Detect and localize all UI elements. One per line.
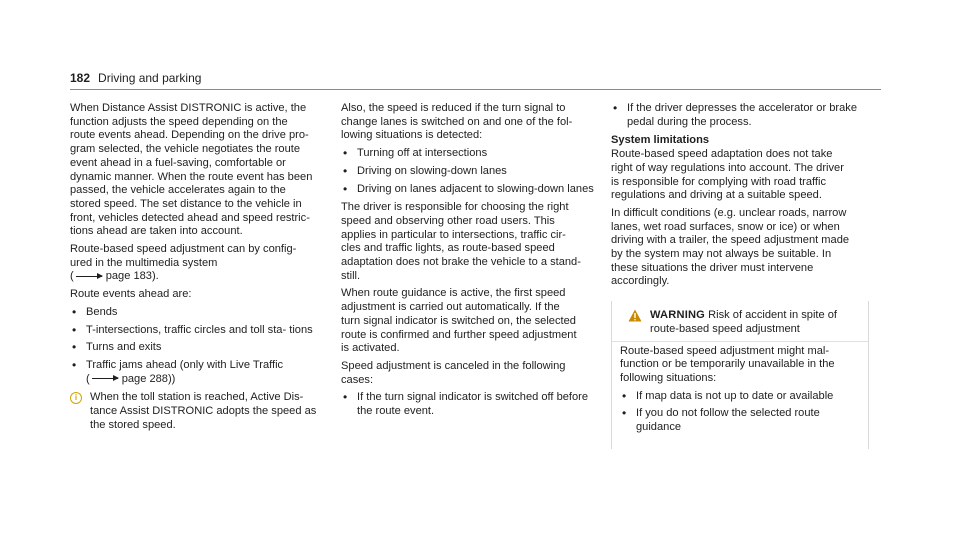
- list-item: • T-intersections, traffic circles and toll sta- tions: [70, 324, 328, 338]
- text-line: In difficult conditions (e.g. unclear roads, narrow: [611, 206, 847, 219]
- bullet-list: [341, 391, 601, 418]
- text-line: Speed adjustment is canceled in the following: [341, 359, 566, 372]
- warning-box: [611, 301, 869, 449]
- paragraph: [341, 201, 601, 283]
- text-line: event ahead in a fuel-saving, comfortable or: [70, 156, 286, 169]
- page-number: 182: [70, 71, 91, 85]
- section-heading: System limitations: [611, 134, 710, 147]
- text-line: speed and observing other road users. This: [341, 214, 555, 227]
- text-line: turn signal indicator is switched on, the selected: [341, 314, 576, 327]
- text-line: Route-based speed adaptation does not take: [611, 148, 833, 161]
- paragraph: [611, 148, 869, 203]
- text-line: Route-based speed adjustment can by config-: [70, 243, 297, 256]
- reference-text: page 183).: [105, 270, 159, 283]
- text-line: function adjusts the speed depending on the: [70, 115, 288, 128]
- list-item: • Turns and exits: [70, 341, 328, 355]
- text-line: • Traffic jams ahead (only with Live Traffic: [86, 358, 284, 371]
- text-line: tions ahead are taken into account.: [70, 225, 243, 238]
- text-line: Also, the speed is reduced if the turn signal to: [341, 102, 566, 114]
- warning-title-line: route-based speed adjustment: [650, 322, 800, 335]
- text-line: When route guidance is active, the first speed: [341, 287, 566, 300]
- list-item: • If the turn signal indicator is switched off before the route event.: [341, 391, 601, 418]
- text-line: is activated.: [341, 342, 400, 355]
- list-item: • If map data is not up to date or available: [620, 390, 860, 404]
- text-line: these situations the driver must intervene: [611, 261, 814, 274]
- text-line: passed, the vehicle accelerates again to the: [70, 184, 286, 197]
- warning-label: WARNING: [650, 309, 706, 322]
- text-line: The driver is responsible for choosing the right: [341, 201, 569, 214]
- column-1: [70, 102, 328, 432]
- bullet-list: [620, 390, 860, 435]
- paragraph: [70, 243, 328, 284]
- section-title: Driving and parking: [98, 71, 202, 85]
- paragraph: Route events ahead are:: [70, 288, 192, 301]
- text-line: following situations:: [620, 371, 717, 384]
- text-line: tance Assist DISTRONIC adopts the speed as: [90, 405, 317, 418]
- text-line: When the toll station is reached, Active Dis-: [90, 391, 304, 404]
- column-3: [611, 102, 869, 449]
- arrow-right-icon: [92, 378, 118, 379]
- text-line: still.: [341, 269, 361, 282]
- bullet-list: [341, 147, 601, 196]
- text-line: front, vehicles detected ahead and speed restric-: [70, 211, 310, 224]
- text-line: change lanes is switched on and one of the fol-: [341, 115, 573, 128]
- text-line: route is confirmed and further speed adjustment: [341, 328, 577, 341]
- info-icon: i: [70, 392, 82, 404]
- reference-text: page 288)): [121, 372, 176, 385]
- text-line: right of way regulations into account. The driver: [611, 161, 844, 174]
- text-line: driving with a trailer, the speed adjustment made: [611, 234, 850, 247]
- warning-header: [620, 309, 860, 336]
- paragraph: [611, 207, 869, 289]
- paragraph: [70, 102, 328, 239]
- arrow-right-icon: [76, 276, 102, 277]
- header-rule: [70, 89, 881, 90]
- info-note: [70, 391, 328, 432]
- text-line: ured in the multimedia system: [70, 256, 218, 269]
- list-item: • Bends: [70, 306, 328, 320]
- list-item: • If you do not follow the selected route guidance: [620, 407, 860, 434]
- page-reference[interactable]: ( page 183).: [70, 270, 159, 283]
- text-line: route events ahead. Depending on the drive pro-: [70, 129, 309, 142]
- text-line: cles and traffic lights, as route-based speed: [341, 242, 555, 255]
- text-line: lowing situations is detected:: [341, 129, 483, 142]
- text-line: gram selected, the vehicle negotiates the route: [70, 143, 301, 156]
- page-reference[interactable]: ( page 288)): [86, 372, 176, 385]
- text-line: function or be temporarily unavailable in the: [620, 358, 835, 371]
- warning-title-line: Risk of accident in spite of: [708, 309, 837, 322]
- bullet-list: [70, 306, 328, 387]
- paragraph: [341, 287, 601, 356]
- text-line: by the system may not always be suitable. In: [611, 248, 832, 261]
- warning-triangle-icon: [628, 309, 642, 322]
- text-line: When Distance Assist DISTRONIC is active, the: [70, 102, 307, 114]
- paragraph: [341, 102, 601, 143]
- text-line: cases:: [341, 373, 374, 386]
- text-line: adjustment is carried out automatically. If the: [341, 301, 560, 314]
- text-line: lanes, wet road surfaces, snow or ice) or when: [611, 220, 840, 233]
- text-line: Route-based speed adjustment might mal-: [620, 344, 830, 357]
- warning-text: [620, 345, 860, 386]
- paragraph: [341, 360, 601, 387]
- text-line: is responsible for complying with road traffic: [611, 175, 826, 188]
- bullet-list: [611, 102, 869, 129]
- page-header: [70, 71, 201, 85]
- list-item: • If the driver depresses the accelerator or brake pedal during the process.: [611, 102, 869, 129]
- text-line: regulations and driving at a suitable speed.: [611, 189, 822, 202]
- list-item: • Driving on lanes adjacent to slowing-down lanes: [341, 183, 601, 197]
- text-line: accordingly.: [611, 275, 670, 288]
- text-line: dynamic manner. When the route event has been: [70, 170, 313, 183]
- text-line: adaptation does not brake the vehicle to a stand-: [341, 256, 581, 269]
- text-line: the stored speed.: [90, 418, 176, 431]
- text-line: applies in particular to intersections, traffic cir-: [341, 228, 566, 241]
- list-item: • Driving on slowing-down lanes: [341, 165, 601, 179]
- list-item: [70, 359, 328, 386]
- column-2: [341, 102, 601, 424]
- list-item: • Turning off at intersections: [341, 147, 601, 161]
- text-line: stored speed. The set distance to the vehicle in: [70, 197, 302, 210]
